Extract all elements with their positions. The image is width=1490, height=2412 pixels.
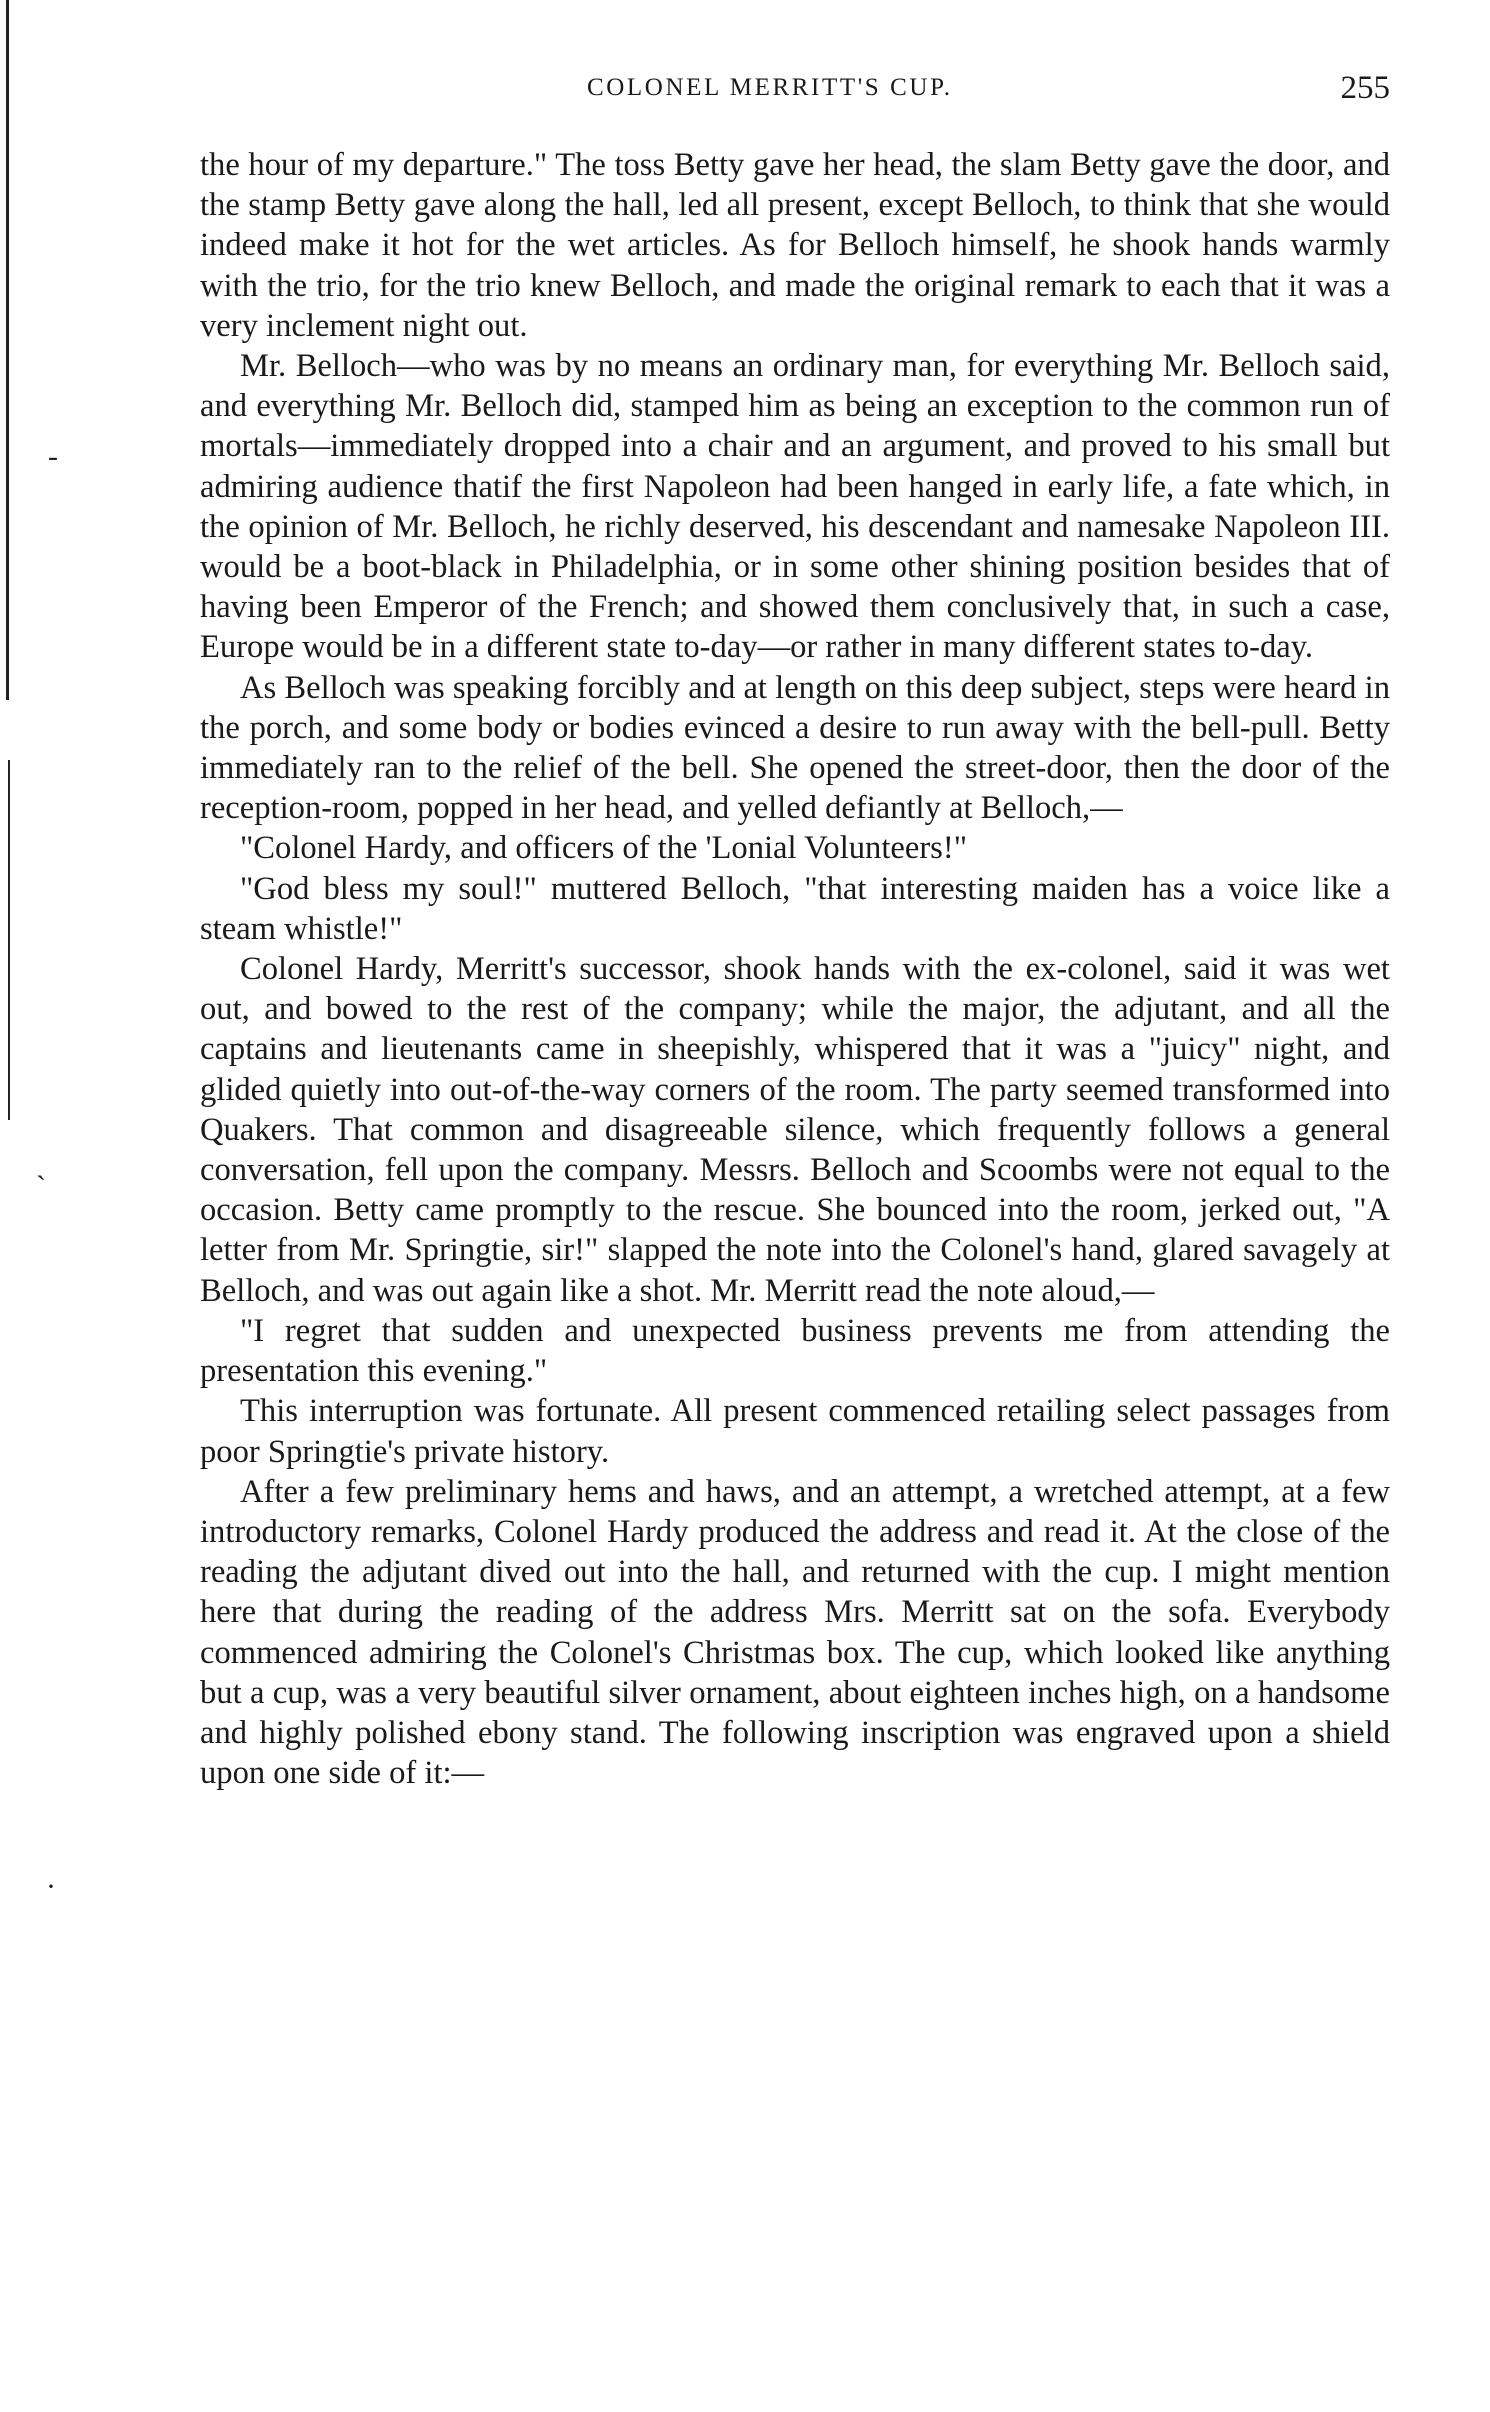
page-header	[200, 70, 1390, 114]
body-text	[200, 145, 1390, 1793]
paragraph: After a few preliminary hems and haws, and an attempt, a wretched attempt, at a few introductory remarks, Colonel Hardy produced the address and read it. At the close of the reading the adjutant dived out into the hall, and returned with the cup. I might mention here that during the reading of the address Mrs. Merritt sat on the sofa. Everybody commenced admiring the Colonel's Christmas box. The cup, which looked like anything but a cup, was a very beautiful silver ornament, about eighteen inches high, on a handsome and highly polished ebony stand. The following inscription was engraved upon a shield upon one side of it:—	[200, 1473, 1390, 1792]
binding-edge-line	[8, 760, 10, 1120]
paragraph: This interruption was fortunate. All present commenced retailing select passages from poor Springtie's private history.	[200, 1393, 1390, 1470]
paragraph: Mr. Belloch—who was by no means an ordinary man, for everything Mr. Belloch said, and everything Mr. Belloch did, stamped him as being an exception to the common run of mortals—immediately dropped into a chair and an argument, and proved to his small but admiring audience thatif the first Napoleon had been hanged in early life, a fate which, in the opinion of Mr. Belloch, he richly deserved, his descendant and namesake Napoleon III. would be a boot-black in Philadelphia, or in some other shining position besides that of having been Emperor of the French; and showed them conclusively that, in such a case, Europe would be in a different state to-day—or rather in many different states to-day.	[200, 348, 1390, 666]
paragraph: As Belloch was speaking forcibly and at length on this deep subject, steps were heard in the porch, and some body or bodies evinced a desire to run away with the bell-pull. Betty immediately ran to the relief of the bell. She opened the street-door, then the door of the reception-room, popped in her head, and yelled defiantly at Belloch,—	[200, 669, 1390, 827]
paragraph: "God bless my soul!" muttered Belloch, "that interesting maiden has a voice like a steam whistle!"	[200, 870, 1390, 947]
paragraph: Colonel Hardy, Merritt's successor, shook hands with the ex-colonel, said it was wet out, and bowed to the rest of the company; while the major, the adjutant, and all the captains and lieutenants came in sheepishly, whispered that it was a "juicy" night, and glided quietly into out-of-the-way corners of the room. The party seemed transformed into Quakers. That common and disagreeable silence, which frequently follows a general conversation, fell upon the company. Messrs. Belloch and Scoombs were not equal to the occasion. Betty came promptly to the rescue. She bounced into the room, jerked out, "A letter from Mr. Springtie, sir!" slapped the note into the Colonel's hand, glared savagely at Belloch, and was out again like a shot. Mr. Merritt read the note aloud,—	[200, 951, 1390, 1309]
paragraph: "Colonel Hardy, and officers of the 'Lonial Volunteers!"	[240, 830, 967, 867]
margin-mark: ·	[46, 1870, 56, 1903]
paragraph: the hour of my departure." The toss Betty gave her head, the slam Betty gave the door, and the stamp Betty gave along the hall, led all present, except Belloch, to think that she would indeed make it hot for the wet articles. As for Belloch himself, he shook hands warmly with the trio, for the trio knew Belloch, and made the original remark to each that it was a very inclement night out.	[200, 147, 1390, 344]
page-number: 255	[1340, 70, 1390, 106]
margin-mark: `	[36, 1170, 46, 1203]
margin-mark: -	[48, 440, 58, 473]
paragraph: "I regret that sudden and unexpected business prevents me from attending the presentation this evening."	[200, 1312, 1390, 1390]
running-title: COLONEL MERRITT'S CUP.	[587, 74, 953, 101]
binding-edge-line	[6, 0, 9, 700]
